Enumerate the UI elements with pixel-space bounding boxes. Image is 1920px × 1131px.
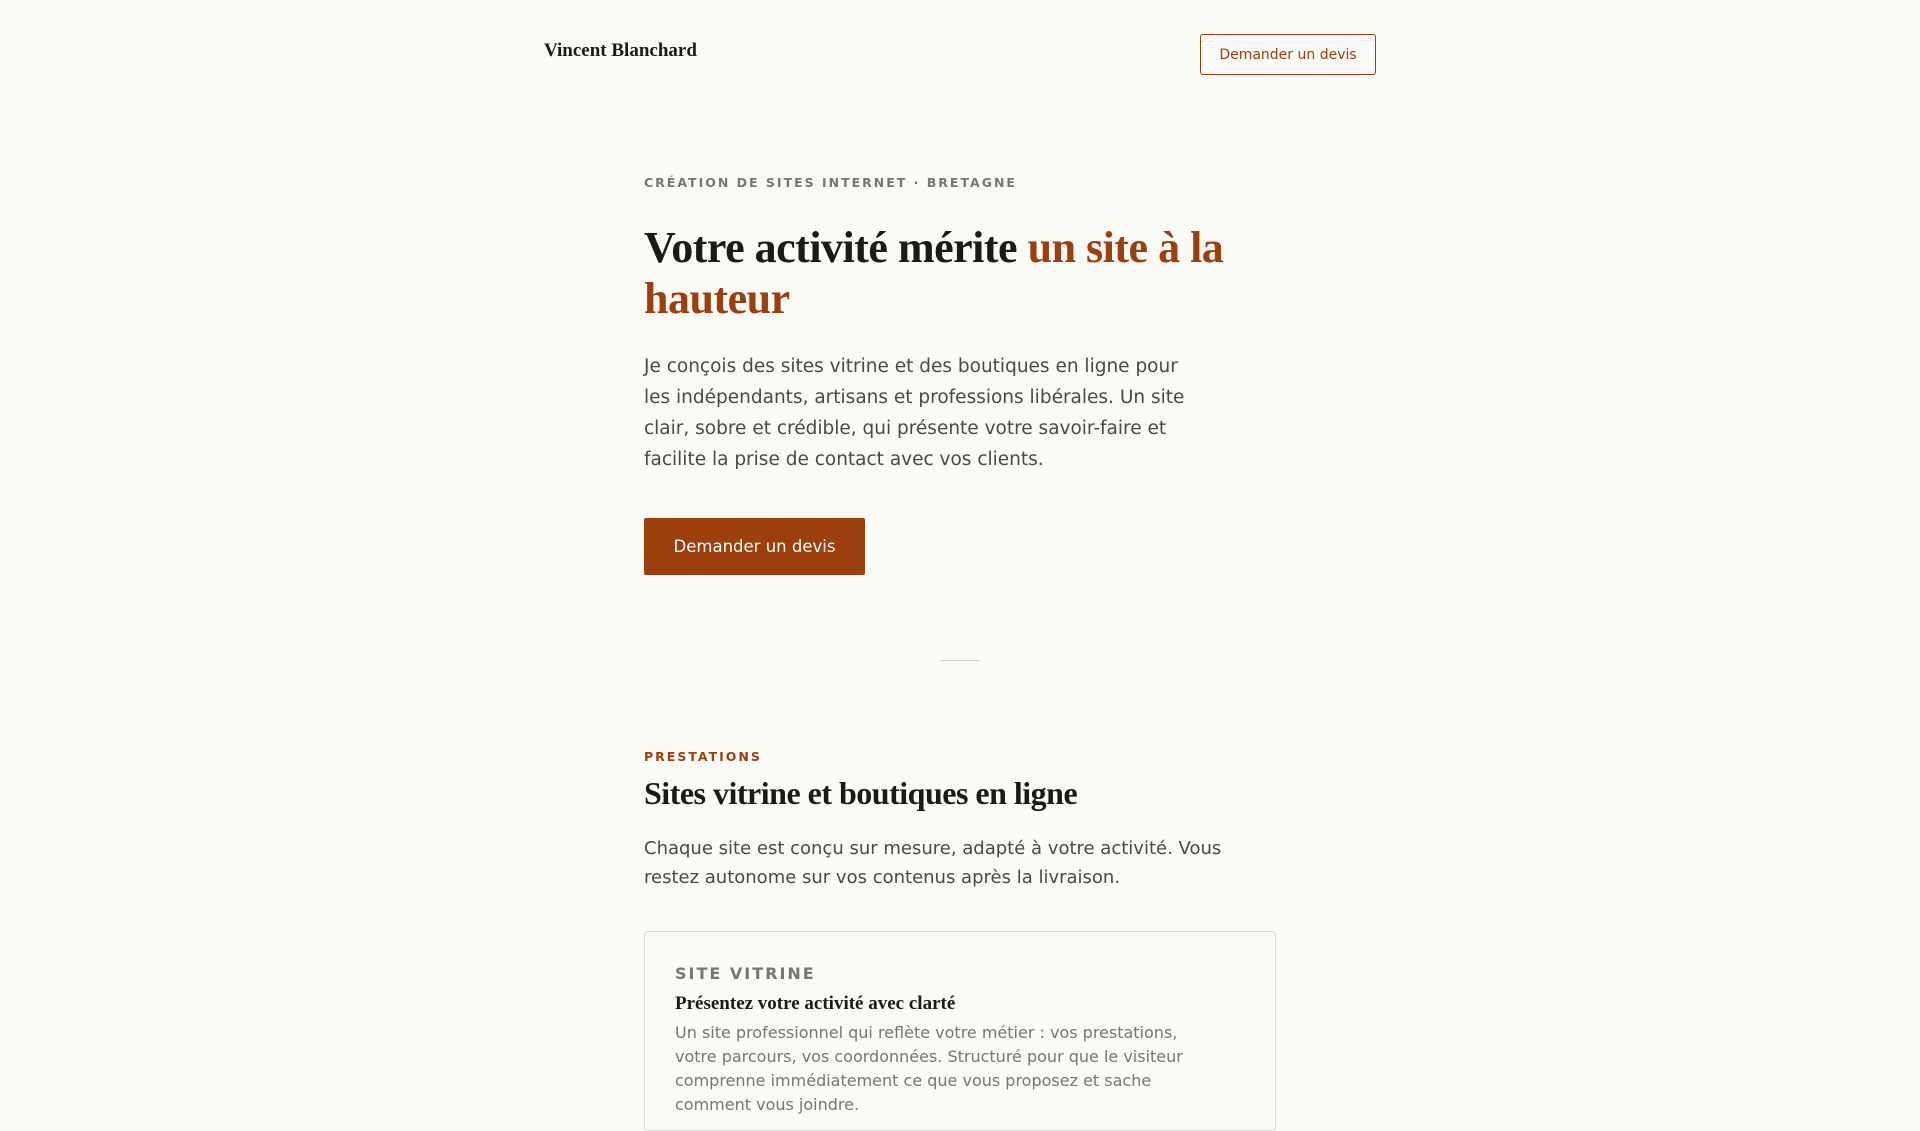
- header-quote-button[interactable]: Demander un devis: [1200, 34, 1376, 75]
- hero-title-plain: Votre activité mérite: [644, 223, 1028, 272]
- service-card-vitrine: [644, 931, 1276, 1131]
- hero-quote-button[interactable]: Demander un devis: [644, 518, 865, 575]
- services-eyebrow: PRESTATIONS: [644, 749, 762, 764]
- card-label: SITE VITRINE: [675, 964, 816, 983]
- card-title: Présentez votre activité avec clarté: [675, 993, 956, 1014]
- hero-title-accent: un site à la hauteur: [644, 223, 1224, 323]
- card-text: Un site professionnel qui reflète votre métier : vos prestations, votre parcours, vos coordonnées. Structuré pour que le visiteur comprenne immédiatement ce que vous proposez et sache comment vous joindre.: [675, 1023, 1183, 1114]
- services-title: Sites vitrine et boutiques en ligne: [644, 775, 1078, 811]
- hero-title: [644, 222, 1224, 324]
- hero-lead: Je conçois des sites vitrine et des boutiques en ligne pour les indépendants, artisans et professions libérales. Un site clair, sobre et crédible, qui présente votre savoir-faire et facilite la prise de contact avec vos clients.: [644, 356, 1185, 470]
- hero-eyebrow: CRÉATION DE SITES INTERNET · BRETAGNE: [644, 175, 1017, 190]
- site-logo[interactable]: Vincent Blanchard: [544, 40, 697, 61]
- section-divider: [940, 660, 980, 661]
- services-intro: Chaque site est conçu sur mesure, adapté à votre activité. Vous restez autonome sur vos contenus après la livraison.: [644, 838, 1222, 888]
